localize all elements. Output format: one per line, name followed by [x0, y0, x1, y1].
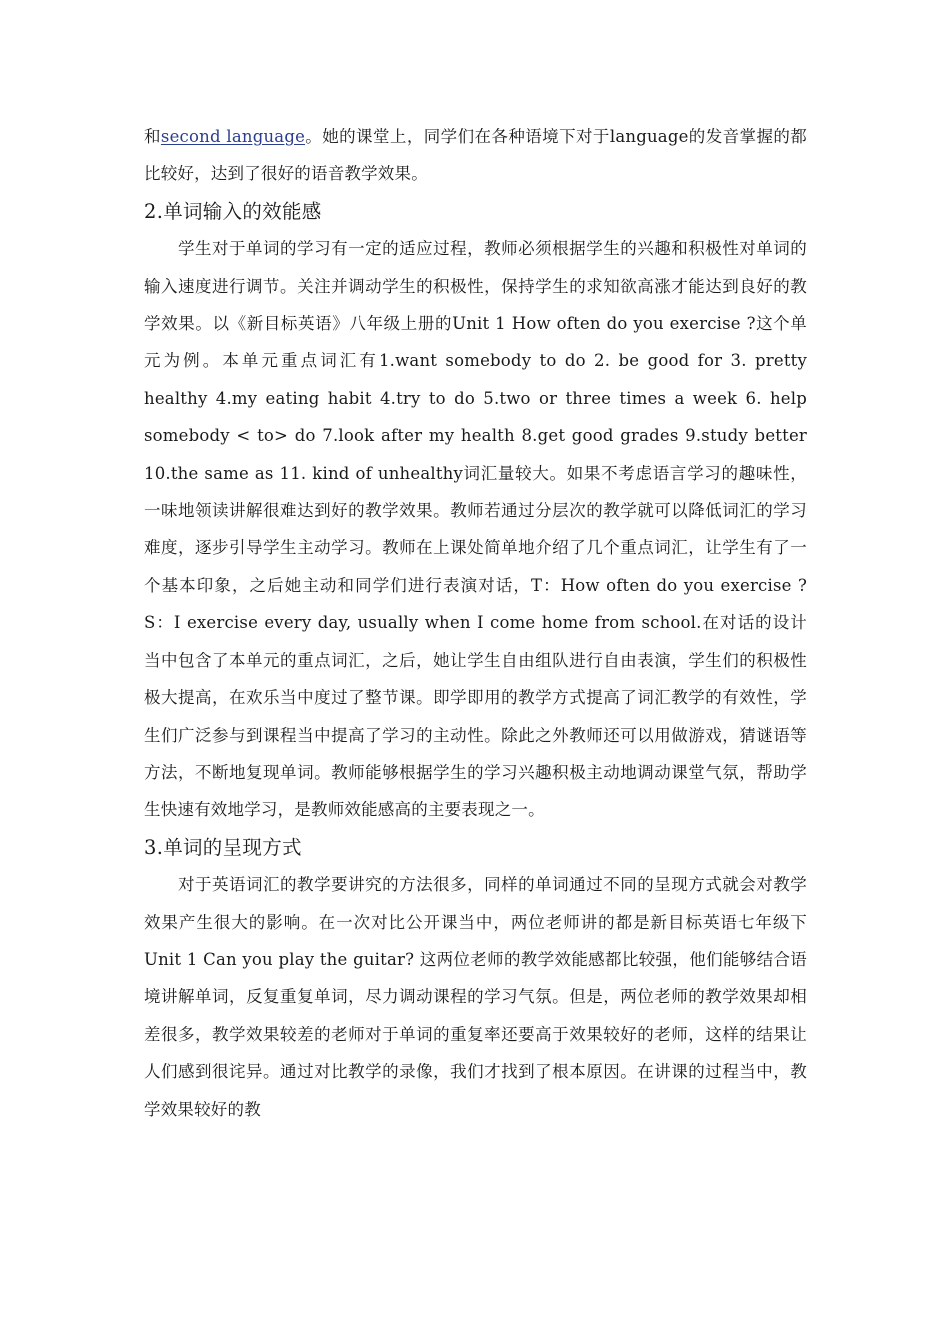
paragraph-suffix: 。她的课堂上，同学们在各种语境下对于language的发音掌握的都比较好，达到了很好的语音教学效果。: [144, 127, 807, 184]
section-heading-2: 2.单词输入的效能感: [144, 199, 322, 223]
paragraph-continued: [144, 118, 807, 193]
section-3-paragraph: 对于英语词汇的教学要讲究的方法很多，同样的单词通过不同的呈现方式就会对教学效果产生很大的影响。在一次对比公开课当中，两位老师讲的都是新目标英语七年级下Unit 1 Can you play the guitar? 这两位老师的教学效能感都比较强，他们能够结合语境讲解单词，反复重复单词，尽力调动课程的学习气氛。但是，两位老师的教学效果却相差很多，教学效果较差的老师对于单词的重复率还要高于效果较好的老师，这样的结果让人们感到很诧异。通过对比教学的录像，我们才找到了根本原因。在讲课的过程当中，教学效果较好的教: [144, 875, 807, 1119]
section-heading-3: 3.单词的呈现方式: [144, 835, 302, 859]
document-page: [144, 118, 807, 1128]
second-language-link[interactable]: second language: [160, 127, 306, 146]
paragraph-prefix: 和: [144, 127, 161, 146]
section-2-paragraph: 学生对于单词的学习有一定的适应过程，教师必须根据学生的兴趣和积极性对单词的输入速度进行调节。关注并调动学生的积极性，保持学生的求知欲高涨才能达到良好的教学效果。以《新目标英语》八年级上册的Unit 1 How often do you exercise ?这个单元为例。本单元重点词汇有1.want somebody to do 2. be good for 3. pretty healthy 4.my eating habit 4.try to do 5.two or three times a week 6. help somebody < to> do 7.look after my health 8.get good grades 9.study better 10.the same as 11. kind of unhealthy词汇量较大。如果不考虑语言学习的趣味性，一味地领读讲解很难达到好的教学效果。教师若通过分层次的教学就可以降低词汇的学习难度，逐步引导学生主动学习。教师在上课处简单地介绍了几个重点词汇，让学生有了一个基本印象，之后她主动和同学们进行表演对话，T：How often do you exercise ?S：I exercise every day, usually when I come home from school.在对话的设计当中包含了本单元的重点词汇，之后，她让学生自由组队进行自由表演，学生们的积极性极大提高，在欢乐当中度过了整节课。即学即用的教学方式提高了词汇教学的有效性，学生们广泛参与到课程当中提高了学习的主动性。除此之外教师还可以用做游戏，猜谜语等方法，不断地复现单词。教师能够根据学生的学习兴趣积极主动地调动课堂气氛，帮助学生快速有效地学习，是教师效能感高的主要表现之一。: [144, 239, 807, 820]
